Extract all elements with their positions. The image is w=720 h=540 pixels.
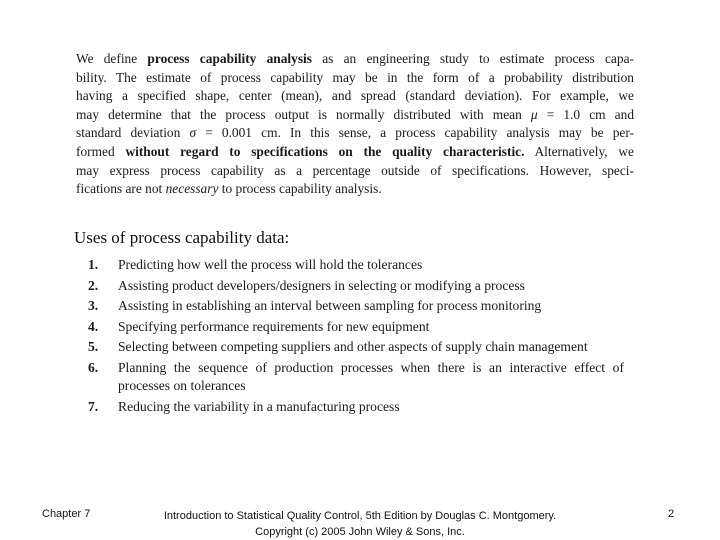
chapter-label: Chapter 7 bbox=[42, 508, 91, 520]
list-text: Assisting in establishing an interval between sampling for process monitoring bbox=[118, 298, 542, 314]
paragraph-line bbox=[76, 106, 634, 125]
citation-line: Introduction to Statistical Quality Control, 5th Edition by Douglas C. Montgomery. bbox=[163, 510, 557, 522]
definition-paragraph bbox=[76, 50, 634, 199]
emphasis-italic: necessary bbox=[165, 181, 219, 197]
paragraph-line bbox=[76, 180, 634, 199]
list-number: 3. bbox=[88, 298, 99, 314]
list-item bbox=[88, 256, 624, 274]
list-number: 2. bbox=[88, 277, 99, 293]
uses-list bbox=[88, 256, 624, 419]
paragraph-line bbox=[76, 50, 634, 69]
emphasis-bold: without regard to specifications on the quality characteristic. bbox=[125, 143, 525, 159]
paragraph-line bbox=[76, 69, 634, 88]
list-item bbox=[88, 318, 624, 336]
list-number: 6. bbox=[88, 359, 99, 375]
emphasis-italic: μ bbox=[530, 106, 538, 122]
list-text: Specifying performance requirements for new equipment bbox=[118, 318, 430, 334]
citation bbox=[150, 508, 570, 540]
list-item bbox=[88, 359, 624, 396]
paragraph-text: Alternatively, we bbox=[524, 143, 634, 159]
list-number: 7. bbox=[88, 398, 99, 414]
paragraph-line bbox=[76, 124, 634, 143]
list-text: Reducing the variability in a manufacturing process bbox=[118, 398, 400, 414]
paragraph-text: = 0.001 cm. In this sense, a process capability analysis may be per- bbox=[196, 125, 634, 141]
list-item bbox=[88, 297, 624, 315]
list-item bbox=[88, 277, 624, 295]
page-number: 2 bbox=[668, 508, 675, 520]
list-text: Assisting product developers/designers in selecting or modifying a process bbox=[118, 277, 525, 293]
list-number: 5. bbox=[88, 339, 99, 355]
paragraph-line bbox=[76, 143, 634, 162]
paragraph-text: formed bbox=[76, 143, 126, 159]
uses-heading: Uses of process capability data: bbox=[74, 228, 290, 247]
list-text: Selecting between competing suppliers and other aspects of supply chain management bbox=[118, 339, 588, 355]
list-item bbox=[88, 338, 624, 356]
paragraph-text: having a specified shape, center (mean), and spread (standard deviation). For example, we bbox=[76, 88, 634, 104]
paragraph-line bbox=[76, 162, 634, 181]
paragraph-line bbox=[76, 87, 634, 106]
paragraph-text: may determine that the process output is normally distributed with mean bbox=[76, 106, 531, 122]
list-number: 4. bbox=[88, 318, 99, 334]
copyright-line: Copyright (c) 2005 John Wiley & Sons, Inc. bbox=[255, 526, 465, 538]
paragraph-text: fications are not bbox=[76, 181, 166, 197]
paragraph-text: to process capability analysis. bbox=[218, 181, 382, 197]
paragraph-text: We define bbox=[76, 51, 148, 66]
list-text: Predicting how well the process will hold the tolerances bbox=[118, 257, 423, 272]
emphasis-bold: process capability analysis bbox=[147, 51, 312, 66]
list-item bbox=[88, 398, 624, 416]
paragraph-text: as an engineering study to estimate process capa- bbox=[311, 51, 634, 66]
paragraph-text: bility. The estimate of process capability may be in the form of a probability distribution bbox=[76, 69, 634, 85]
list-number: 1. bbox=[88, 257, 99, 272]
paragraph-text: standard deviation bbox=[76, 125, 190, 141]
emphasis-italic: σ bbox=[189, 125, 197, 141]
list-text: Planning the sequence of production processes when there is an interactive effect of processes on tolerances bbox=[118, 359, 624, 394]
paragraph-text: may express process capability as a percentage outside of specifications. However, speci- bbox=[76, 162, 634, 178]
paragraph-text: = 1.0 cm and bbox=[537, 106, 635, 122]
